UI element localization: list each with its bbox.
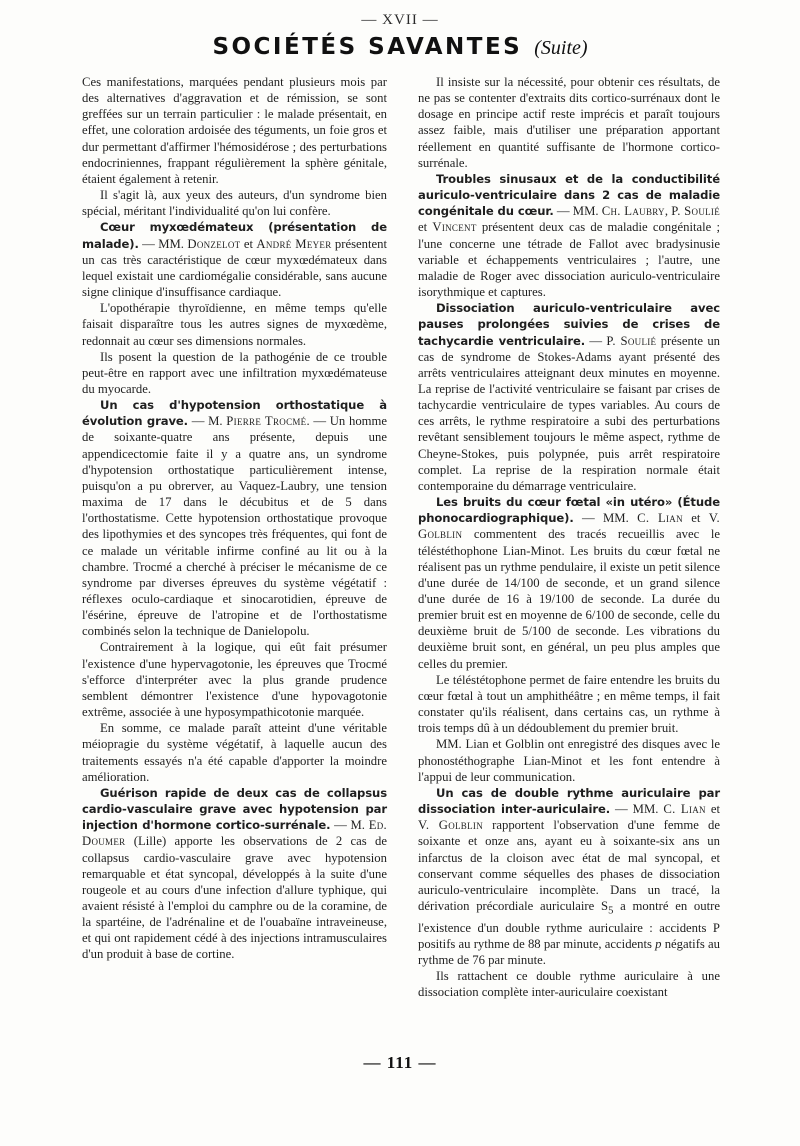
title-suffix: (Suite) [534, 37, 588, 59]
article-hypotension-orthostatique: Un cas d'hypotension orthostatique à évolution grave. — M. Pierre Trocmé. — Un homme de soixante-quatre ans présente, depuis une appendicectomie faite il y a quatre ans, un syndrome d'hypotension orthostatique particulièrement intense, puisqu'on a pu obrerver, au Vaquez-Laubry, une tension maxima de 17 dans le décubitus et de 5 dans l'orthostatisme. Cette hypotension orthostatique provoque des lipothymies et des syncopes très fréquentes, qui font de ce malade un véritable infirme confiné au lit ou à la chambre. Trocmé a cherché à préciser le mécanisme de ce syndrome par diverses épreuves du système végétatif : réflexes oculo-cardiaque et sinocarotidien, épreuve de l'ésérine, épreuve de l'atropine et de l'orthostatisme combinés selon la technique de Danielopolu. [82, 398, 388, 639]
page-title [0, 34, 800, 60]
article-heading: Un cas de double rythme auriculaire par dissociation inter-auriculaire. [418, 785, 720, 817]
article-heading: Troubles sinusaux et de la conductibilité auriculo-ventriculaire dans 2 cas de maladie congénitale du cœur. [418, 171, 720, 219]
article-heading: Guérison rapide de deux cas de collapsus cardio-vasculaire grave avec hypotension par injection d'hormone cortico-surrénale. [82, 785, 387, 833]
author-name: Ed. Doumer [82, 818, 388, 849]
italic-letter: p [655, 936, 662, 951]
paragraph: Ils rattachent ce double rythme auriculaire à une dissociation complète inter-auriculaire coexistant [418, 969, 720, 1000]
paragraph: Il insiste sur la nécessité, pour obtenir ces résultats, de ne pas se contenter d'extraits dits cortico-surrénaux dont le dosage en principe actif reste imprécis et paraît toujours assez faible, mais d'utiliser une préparation apportant réellement en quantité suffisante de l'hormone cortico-surrénale. [418, 75, 720, 170]
author-name: C. Lian [637, 511, 683, 526]
article-heading: Les bruits du cœur fœtal «in utéro» (Étude phonocardiographique). [418, 495, 720, 526]
article-troubles-sinusaux: Troubles sinusaux et de la conductibilité auriculo-ventriculaire dans 2 cas de maladie congénitale du cœur. — MM. Ch. Laubry, P. Soulié et Vincent présentent deux cas de maladie congénitale ; l'une concerne une tétrade de Fallot avec bradysinusie variable et échappements ventriculaires ; l'autre, une maladie de Roger avec dissociation auriculo-ventriculaire isorythmique et captures. [418, 171, 721, 300]
author-name: Donzelot [187, 236, 241, 251]
article-bruits-coeur-foetal: Les bruits du cœur fœtal «in utéro» (Étude phonocardiographique). — MM. C. Lian et V. Golblin commentent des tracés recueillis avec le téléstéthophone Lian-Minot. Les bruits du cœur fœtal ne réalisent pas un rythme pendulaire, il existe un petit silence d'une durée de 14/100 de seconde, et un grand silence d'une durée de 16 à 19/100 de seconde. La durée du premier bruit est en moyenne de 6/100 de seconde, celle du deuxième bruit de 5/100 de seconde. Les vibrations du deuxième bruit sont, en général, un peu plus amples que celles du premier. [418, 495, 721, 671]
author-name: C. Lian [663, 802, 706, 817]
paragraph: L'opothérapie thyroïdienne, en même temps qu'elle faisait disparaître tous les autres signes de myxœdème, redonnait au cœur ses dimensions normales. [82, 301, 387, 348]
article-cœur-myxœdémateux: Cœur myxœdémateux (présentation de malade). — MM. Donzelot et André Meyer présentent un cas très caractéristique de cœur myxœdémateux dans lequel existait une cardiomégalie considérable, sans aucune signe clinique d'insuffisance cardiaque. [82, 220, 388, 300]
paragraph: Ils posent la question de la pathogénie de ce trouble peut-être en rapport avec une infiltration myxœdémateuse du myocarde. [82, 349, 387, 396]
article-double-rythme-auriculaire: Un cas de double rythme auriculaire par dissociation inter-auriculaire. — MM. C. Lian et V. Golblin rapportent l'observation d'une femme de soixante et onze ans, ayant eu à soixante-six ans un infarctus de la cloison avec état de mal syncopal, et conservant comme séquelles des phases de dissociation auriculo-ventriculaire incomplète. Dans un tracé, la dérivation précordiale auriculaire $S_5$ a montré en outre l'existence d'un double rythme auriculaire : accidents P positifs au rythme de 88 par minute, accidents p négatifs au rythme de 76 par minute. [418, 785, 721, 967]
subscript: 5 [608, 905, 614, 917]
paragraph: Contrairement à la logique, qui eût fait présumer l'existence d'une hypervagotonie, les épreuves que Trocmé s'efforce d'interpréter avec la plus grande prudence semblent démontrer l'existence d'une hypovagotonie extrême, associée à une hyposympathicotonie marquée. [82, 640, 387, 720]
left-column [82, 74, 387, 1049]
author-name: Pierre Trocmé [226, 414, 307, 429]
author-name: André Meyer [256, 236, 332, 251]
article-heading: Dissociation auriculo-ventriculaire avec pauses prolongées suivies de crises de tachycardie ventriculaire. [418, 301, 720, 348]
author-name: V. Golblin [418, 511, 721, 542]
article-dissociation-auriculo-ventriculaire: Dissociation auriculo-ventriculaire avec pauses prolongées suivies de crises de tachycardie ventriculaire. — P. Soulié présente un cas de syndrome de Stokes-Adams ayant présenté des arrêts ventriculaires atteignant deux minutes en moyenne. La reprise de l'activité ventriculaire se faisant par crises de tachycardie ventriculaire de types variables. Au cours de ces arrêts, le rythme respiratoire a subi des perturbations revêtant sensiblement toujours le même aspect, rythme de Cheyne-Stokes, puis polypnée, puis arrêt respiratoire complet. La reprise de la respiration normale était contemporaine du démarrage ventriculaire. [418, 301, 721, 493]
section-number: — XVII — [361, 12, 439, 28]
page-number: — 111 — [363, 1053, 437, 1072]
paragraph: En somme, ce malade paraît atteint d'une véritable méiopragie du système végétatif, à laquelle aucun des traitements essayés n'a été capable d'apporter la moindre amélioration. [82, 721, 387, 784]
right-column [418, 74, 720, 1049]
paragraph: Le téléstétophone permet de faire entendre les bruits du cœur fœtal à tout un amphithéâtre ; en même temps, il fait constater qu'ils réalisent, dans certains cas, un rythme à trois temps dû à un dédoublement du premier bruit. [418, 672, 720, 736]
article-heading: Cœur myxœdémateux (présentation de malade). [82, 220, 387, 251]
author-name: P. Soulié [671, 204, 721, 219]
title-main: SOCIÉTÉS SAVANTES [212, 34, 523, 60]
author-name: Vincent [432, 220, 477, 235]
author-name: P. Soulié [606, 333, 657, 348]
paragraph: MM. Lian et Golblin ont enregistré des disques avec le phonostéthographe Lian-Minot et les font entendre à l'appui de leur communication. [418, 737, 720, 784]
paragraph: Ces manifestations, marquées pendant plusieurs mois par des alternatives d'aggravation et de rémission, se sont greffées sur un terrain particulier : le malade présentait, en effet, une coloration ardoisée des téguments, un foie gros et dur permettant d'affirmer l'hémosidérose ; des perturbations endocriniennes, frappant régulièrement la sphère génitale, étaient également à retenir. [82, 75, 387, 186]
author-name: V. Golblin [418, 818, 483, 833]
paragraph: Il s'agit là, aux yeux des auteurs, d'un syndrome bien spécial, méritant l'individualité qu'on lui confère. [82, 188, 387, 219]
article-collapsus-cardio-vasculaire: Guérison rapide de deux cas de collapsus cardio-vasculaire grave avec hypotension par injection d'hormone cortico-surrénale. — M. Ed. Doumer (Lille) apporte les observations de 2 cas de collapsus cardio-vasculaire grave avec hypotension remarquable et état syncopal, développés à la suite d'une rougeole et au cours d'une infection d'allure typhique, qui avaient résisté à l'emploi du camphre ou de la coramine, de la spartéine, de l'adrénaline et de l'ouabaïne intraveineuse, et qui ont rapidement cédé à des injections intramusculaires d'un produit à base de cortine. [82, 785, 388, 962]
author-name: Ch. Laubry [601, 204, 665, 219]
article-heading: Un cas d'hypotension orthostatique à évolution grave. [82, 398, 387, 429]
